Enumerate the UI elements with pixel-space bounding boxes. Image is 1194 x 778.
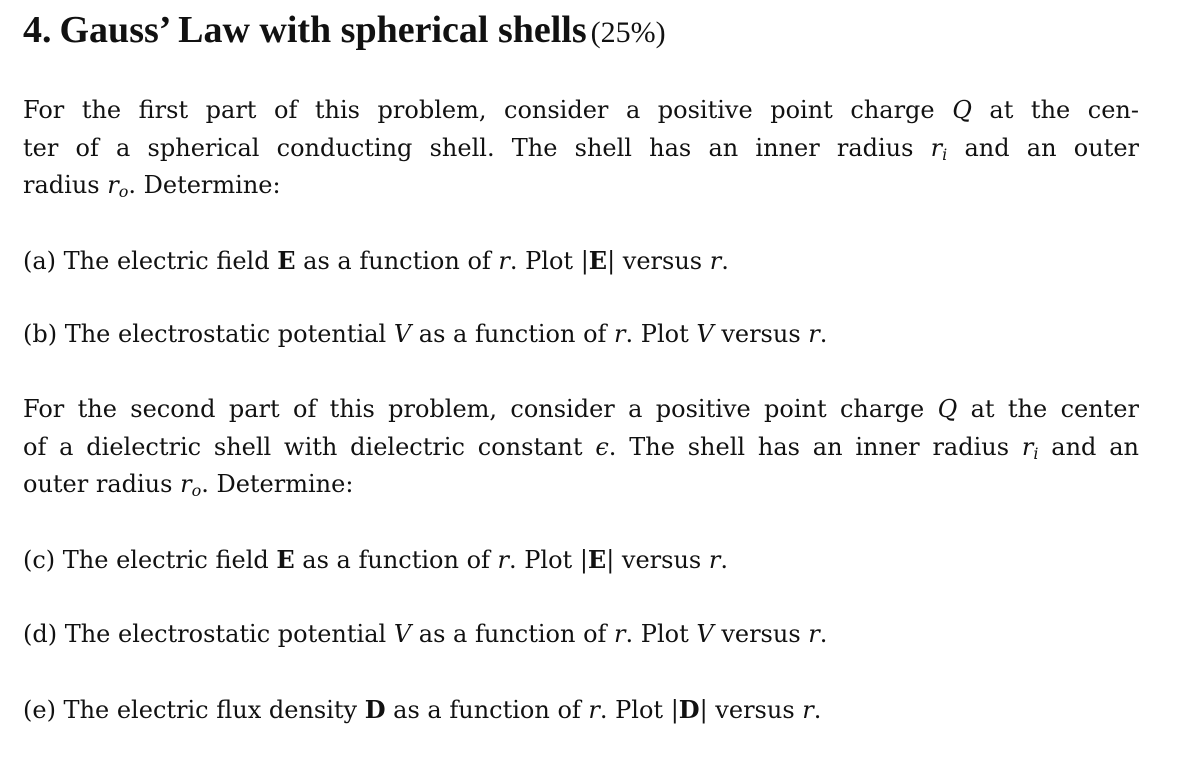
part1-line-2: ter of a spherical conducting shell. The shell has an inner radius $r_i$ and an outer: [23, 133, 1139, 164]
part1-paragraph: [23, 92, 1139, 205]
part1-line-3: radius $r_o$. Determine:: [23, 171, 281, 201]
item-b: (b) The electrostatic potential V as a function of r. Plot V versus r.: [23, 320, 828, 348]
item-d: (d) The electrostatic potential V as a function of r. Plot V versus r.: [23, 620, 828, 648]
part1-line-1: For the first part of this problem, consider a positive point charge Q at the cen-: [23, 96, 1140, 124]
part2-paragraph: [23, 391, 1139, 504]
part2-line-3: outer radius $r_o$. Determine:: [23, 470, 354, 500]
part2-line-1: For the second part of this problem, consider a positive point charge Q at the center: [23, 395, 1139, 423]
problem-heading: [23, 8, 666, 52]
item-a: (a) The electric field E as a function of r. Plot |E| versus r.: [23, 246, 729, 275]
item-e: (e) The electric flux density D as a function of r. Plot |D| versus r.: [23, 695, 822, 724]
part2-line-2: of a dielectric shell with dielectric constant ϵ. The shell has an inner radius $r_i$ and an: [23, 432, 1139, 463]
item-c: (c) The electric field E as a function of r. Plot |E| versus r.: [23, 545, 728, 574]
problem-number: 4.: [23, 9, 52, 51]
problem-weight: (25%): [590, 16, 666, 49]
problem-title: Gauss’ Law with spherical shells: [59, 9, 587, 51]
